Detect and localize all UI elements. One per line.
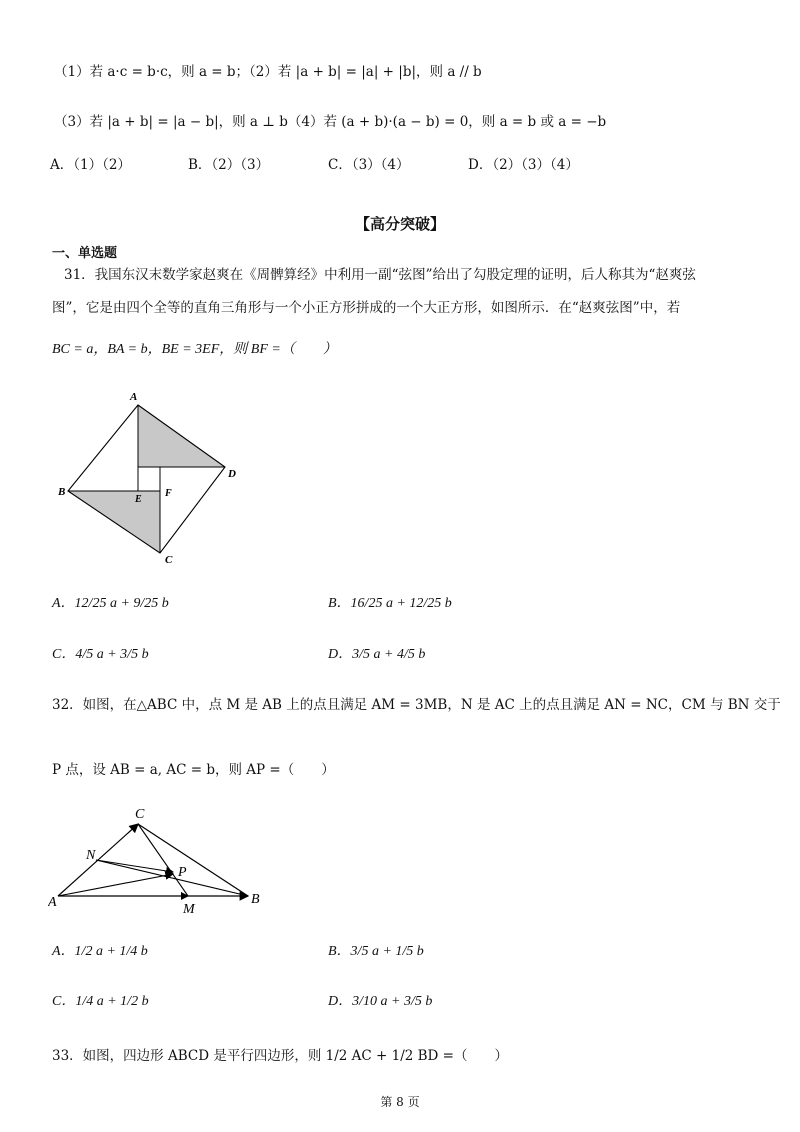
q32-option-a[interactable]: A．1/2 a + 1/4 b xyxy=(52,944,148,959)
vector-np xyxy=(96,860,173,872)
label-m: M xyxy=(183,902,195,917)
prev-option-b[interactable]: B．（2）（3） xyxy=(188,157,270,173)
prev-option-c[interactable]: C．（3）（4） xyxy=(328,157,410,173)
label-c: C xyxy=(135,807,145,822)
vector-ap xyxy=(58,874,173,896)
prev-option-d[interactable]: D．（2）（3）（4） xyxy=(468,157,579,173)
section-title: 【高分突破】 xyxy=(354,215,445,233)
q32-option-d[interactable]: D．3/10 a + 3/5 b xyxy=(328,994,433,1009)
q31-option-d[interactable]: D．3/5 a + 4/5 b xyxy=(328,647,426,662)
q31-figure-zhaoshuang xyxy=(50,385,250,570)
q31-text-line2: 图”，它是由四个全等的直角三角形与一个小正方形拼成的一个大正方形，如图所示．在“赵爽弦图”中，若 xyxy=(52,300,681,316)
prev-option-a[interactable]: A．（1）（2） xyxy=(50,157,131,173)
label-c: C xyxy=(165,554,173,566)
prev-line1-text: （1）若 a·c = b·c，则 a = b；（2）若 |a + b| = |a| + |b|，则 a // b xyxy=(54,64,482,80)
prev-question-line1 xyxy=(54,60,482,80)
label-f: F xyxy=(165,488,172,499)
q32-figure-triangle xyxy=(48,800,278,920)
section-subtitle: 一、单选题 xyxy=(52,246,118,261)
label-a: A xyxy=(130,391,138,403)
q32-text-line2: P 点，设 AB = a, AC = b，则 AP =（ ） xyxy=(52,762,335,778)
segment-nb xyxy=(96,860,248,896)
label-a: A xyxy=(48,895,57,910)
q31-option-c[interactable]: C．4/5 a + 3/5 b xyxy=(52,647,149,662)
side-cb xyxy=(138,824,248,896)
prev-question-line2 xyxy=(54,110,606,130)
q31-text-line1: 31．我国东汉末数学家赵爽在《周髀算经》中利用一副“弦图”给出了勾股定理的证明，后人称其为“赵爽弦 xyxy=(64,267,696,283)
label-p: P xyxy=(178,865,187,880)
q31-text-line3: BC = a，BA = b，BE = 3EF，则 BF =（ ） xyxy=(52,342,337,357)
label-n: N xyxy=(86,848,96,863)
q32-text-line1: 32．如图，在△ABC 中，点 M 是 AB 上的点且满足 AM = 3MB，N 是 AC 上的点且满足 AN = NC，CM 与 BN 交于 xyxy=(52,697,781,713)
q32-option-c[interactable]: C．1/4 a + 1/2 b xyxy=(52,994,149,1009)
q31-option-b[interactable]: B．16/25 a + 12/25 b xyxy=(328,596,452,611)
label-b: B xyxy=(58,486,66,498)
q33-text: 33．如图，四边形 ABCD 是平行四边形，则 1/2 AC + 1/2 BD =（ ） xyxy=(52,1048,508,1064)
label-d: D xyxy=(228,468,236,480)
page-number: 第 8 页 xyxy=(380,1095,420,1109)
label-b: B xyxy=(251,892,260,907)
q32-option-b[interactable]: B．3/5 a + 1/5 b xyxy=(328,944,424,959)
q31-option-a[interactable]: A．12/25 a + 9/25 b xyxy=(52,596,169,611)
segment-cm xyxy=(138,824,188,896)
prev-line2-text: （3）若 |a + b| = |a − b|，则 a ⊥ b（4）若 (a + b)·(a − b) = 0，则 a = b 或 a = −b xyxy=(54,114,607,130)
label-e: E xyxy=(135,494,142,505)
